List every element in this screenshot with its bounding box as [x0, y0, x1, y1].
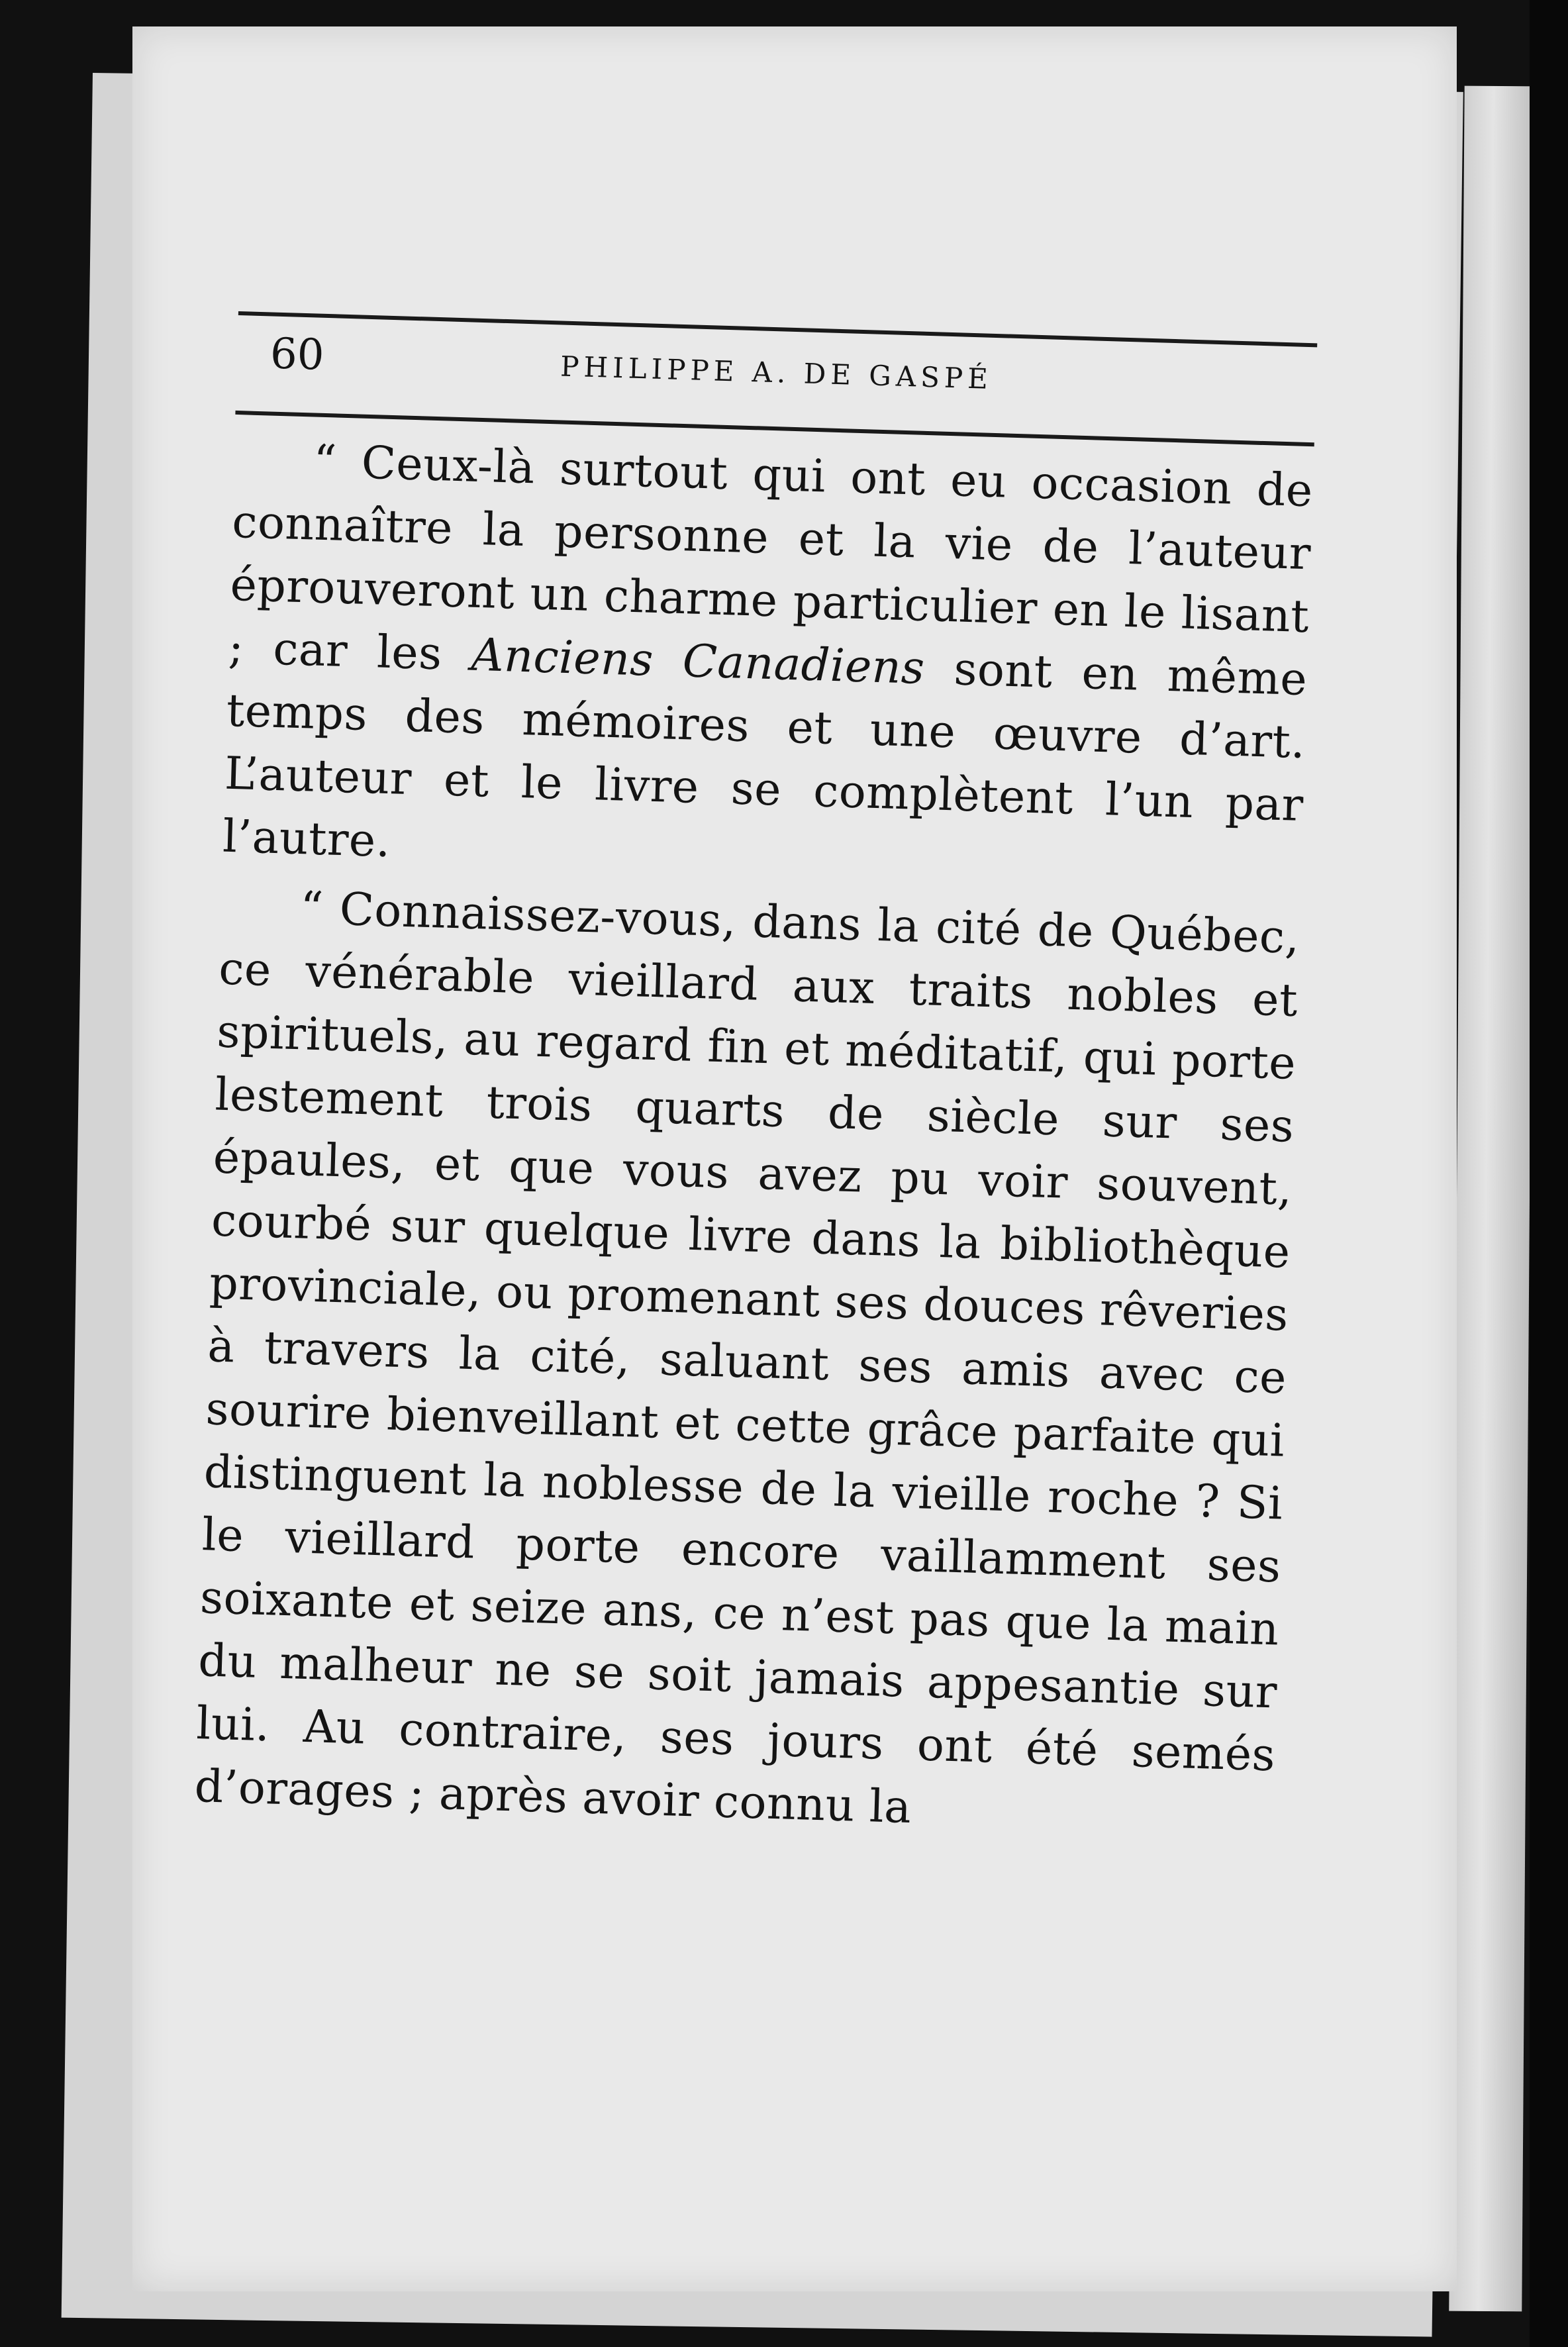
page-number: 60: [270, 329, 325, 380]
running-head: PHILIPPE A. DE GASPÉ: [560, 350, 993, 395]
body-text: [193, 415, 1314, 1850]
paragraph-2: “ Connaissez-vous, dans la cité de Québec, ce vénérable vieillard aux traits nobles et spirituels, au regard fin et méditatif, qui porte lestement trois quarts de siècle sur ses épaules, et que vous avez pu voir souvent, courbé sur quelque livre dans la bibliothèque provinciale, ou promenant ses douces rêveries à travers la cité, saluant ses amis avec ce sourire bienveillant et cette grâce parfaite qui distinguent la noblesse de la vieille roche ? Si le vieillard porte encore vaillamment ses soixante et seize ans, ce n’est pas que la main du malheur ne se soit jamais appesantie sur lui. Au contraire, ses jours ont été semés d’orages ; après avoir connu la: [193, 882, 1300, 1834]
paragraph-1-end: sont en même temps des mémoires et une œuvre d’art. L’auteur et le livre se complètent l’un par l’autre.: [222, 642, 1308, 868]
page-content: [193, 311, 1317, 1850]
paragraph-1: [222, 428, 1314, 900]
scan-border: [1530, 0, 1568, 2347]
adjacent-page-edge: [1449, 86, 1537, 2312]
book-title: Anciens Canadiens: [470, 628, 926, 695]
paragraph-1-start: “ Ceux-là surtout qui ont eu occasion de connaître la personne et la vie de l’auteur éprouveront un charme particulier en le lisant ; car les: [227, 435, 1314, 681]
